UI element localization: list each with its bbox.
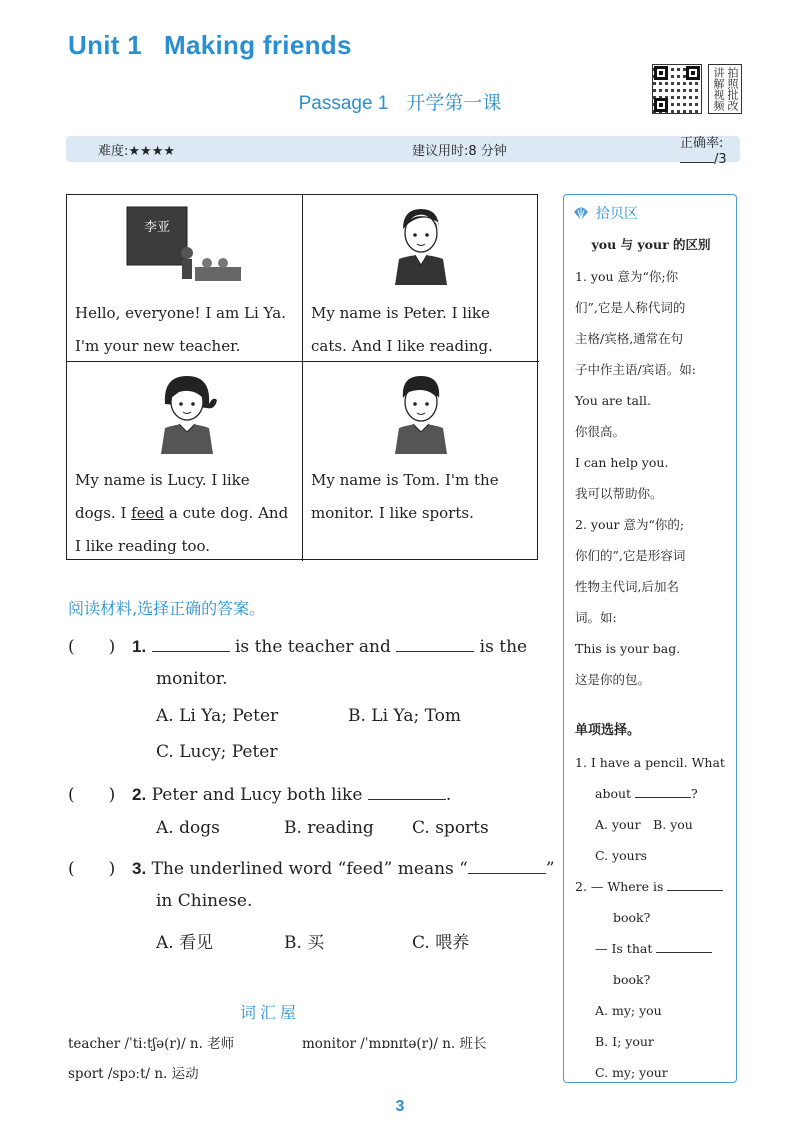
note-line: 1. you 意为“你;你: [575, 269, 679, 284]
quiz-q1-line-2: about ?: [595, 786, 698, 801]
quiz-q2-blank-1[interactable]: [667, 878, 723, 891]
quiz-q2-option-b[interactable]: B. I; your: [595, 1034, 654, 1049]
note-line: 子中作主语/宾语。如:: [575, 362, 696, 377]
q1-options: [156, 706, 461, 726]
cell-2-line-1: My name is Peter. I like: [311, 304, 490, 322]
quiz-q2-option-c[interactable]: C. my; your: [595, 1065, 668, 1080]
unit-title: [68, 30, 352, 61]
q3-option-a[interactable]: A. 看见: [156, 933, 214, 953]
quiz-q1-blank[interactable]: [635, 785, 691, 798]
cell-3-line-2: dogs. I feed a cute dog. And: [75, 504, 289, 522]
answer-slot-1[interactable]: ( ): [68, 637, 116, 657]
sidebar-quiz: [575, 747, 730, 1088]
quiz-q1-line-1: 1. I have a pencil. What: [575, 755, 725, 770]
q2-blank[interactable]: [368, 786, 446, 800]
peter-illustration: [389, 203, 453, 285]
qr-code-icon[interactable]: [652, 64, 702, 114]
quiz-q2-option-a[interactable]: A. my; you: [595, 1003, 662, 1018]
sidebar-quiz-title: 单项选择。: [575, 723, 641, 738]
q3-option-c[interactable]: C. 喂养: [412, 933, 470, 953]
note-line: 这是你的包。: [575, 672, 651, 687]
sidebar-subtitle: you 与 your 的区别: [591, 237, 711, 252]
note-line: 你很高。: [575, 424, 626, 439]
vocab-sport: sport /spɔːt/ n. 运动: [68, 1066, 199, 1082]
passage-cell-lucy: [67, 362, 303, 561]
q3-continuation: in Chinese.: [156, 891, 253, 911]
quiz-q2-line-3: — Is that: [575, 933, 730, 964]
answer-slot-2[interactable]: ( ): [68, 785, 116, 805]
quiz-q2-line-2: book?: [613, 910, 651, 925]
note-line: 我可以帮助你。: [575, 486, 663, 501]
q2-option-b[interactable]: B. reading: [284, 818, 374, 838]
sidebar-notes: [575, 261, 728, 695]
vocab-title: 词汇屋: [239, 1003, 300, 1022]
sidebar-title: 拾贝区: [596, 206, 638, 222]
q1-option-a[interactable]: A. Li Ya; Peter: [156, 706, 279, 726]
underlined-word-feed: feed: [131, 504, 165, 522]
tom-illustration: [389, 370, 453, 454]
board-label: 李亚: [143, 220, 171, 235]
note-line: 们”,它是人称代词的: [575, 300, 686, 315]
q2-option-c[interactable]: C. sports: [412, 818, 489, 838]
answer-slot-3[interactable]: ( ): [68, 859, 116, 879]
passage-name: 开学第一课: [406, 93, 502, 114]
note-line: 2. your 意为“你的;: [575, 517, 685, 532]
info-bar: [66, 135, 740, 167]
q3-option-b[interactable]: B. 买: [284, 933, 325, 953]
note-line: 性物主代词,后加名: [575, 579, 679, 594]
tips-sidebar: [563, 194, 737, 1083]
q2-options: [156, 818, 489, 838]
passage-cell-tom: [303, 362, 539, 561]
shell-icon: [572, 205, 590, 221]
quiz-q2-blank-2[interactable]: [656, 940, 712, 953]
cell-4-line-1: My name is Tom. I'm the: [311, 471, 499, 489]
q1-blank-2[interactable]: [396, 638, 474, 652]
vocab-monitor: monitor /ˈmɒnɪtə(r)/ n. 班长: [302, 1036, 487, 1052]
note-line: 你们的”,它是形容词: [575, 548, 686, 563]
cell-4-line-2: monitor. I like sports.: [311, 504, 474, 522]
accuracy: 正确率:/3: [680, 135, 727, 167]
cell-3-line-1: My name is Lucy. I like: [75, 471, 250, 489]
qr-label: [708, 64, 742, 114]
q3-blank[interactable]: [468, 860, 546, 874]
teacher-illustration: [125, 205, 245, 285]
accuracy-blank[interactable]: [680, 151, 714, 163]
page-number: 3: [395, 1098, 405, 1115]
quiz-q1-options[interactable]: A. your B. you: [595, 817, 693, 832]
difficulty: 难度:★★★★: [98, 143, 176, 159]
question-3: ( ) 3. The underlined word “feed” means “ ”: [68, 854, 555, 879]
q1-blank-1[interactable]: [152, 638, 230, 652]
note-line: You are tall.: [575, 393, 651, 408]
q2-option-a[interactable]: A. dogs: [156, 818, 220, 838]
question-1: ( ) 1. is the teacher and is the: [68, 632, 527, 657]
note-line: I can help you.: [575, 455, 669, 470]
cell-3-line-3: I like reading too.: [75, 537, 211, 555]
note-line: 词。如:: [575, 610, 617, 625]
q3-options: [156, 928, 469, 953]
passage-cell-peter: [303, 195, 539, 362]
q1-options-2: [156, 742, 277, 762]
quiz-q1-option-c[interactable]: C. yours: [595, 848, 648, 863]
cell-1-line-2: I'm your new teacher.: [75, 337, 241, 355]
exercise-instruction: 阅读材料,选择正确的答案。: [68, 599, 266, 618]
passage-grid: [66, 194, 538, 560]
passage-cell-li-ya: [67, 195, 303, 362]
suggested-time: 建议用时:8 分钟: [412, 143, 507, 159]
vocab-teacher: teacher /ˈtiːtʃə(r)/ n. 老师: [68, 1036, 235, 1052]
question-2: ( ) 2. Peter and Lucy both like .: [68, 780, 451, 805]
quiz-q2-line-4: book?: [613, 972, 651, 987]
quiz-q2-line-1: 2. — Where is: [575, 871, 730, 902]
q1-option-c[interactable]: C. Lucy; Peter: [156, 742, 278, 762]
sidebar-header: [572, 203, 638, 223]
lucy-illustration: [153, 370, 223, 454]
note-line: 主格/宾格,通常在句: [575, 331, 684, 346]
q1-option-b[interactable]: B. Li Ya; Tom: [348, 706, 461, 726]
qr-label-col1: 拍照批改: [726, 67, 739, 111]
passage-number: Passage 1: [298, 93, 389, 114]
cell-1-line-1: Hello, everyone! I am Li Ya.: [75, 304, 286, 322]
unit-number: Unit 1: [68, 30, 143, 60]
qr-label-col2: 讲解视频: [712, 67, 725, 111]
difficulty-stars: ★★★★: [128, 143, 176, 159]
cell-2-line-2: cats. And I like reading.: [311, 337, 493, 355]
note-line: This is your bag.: [575, 641, 681, 656]
q1-continuation: monitor.: [156, 669, 228, 689]
unit-name: Making friends: [164, 30, 352, 60]
